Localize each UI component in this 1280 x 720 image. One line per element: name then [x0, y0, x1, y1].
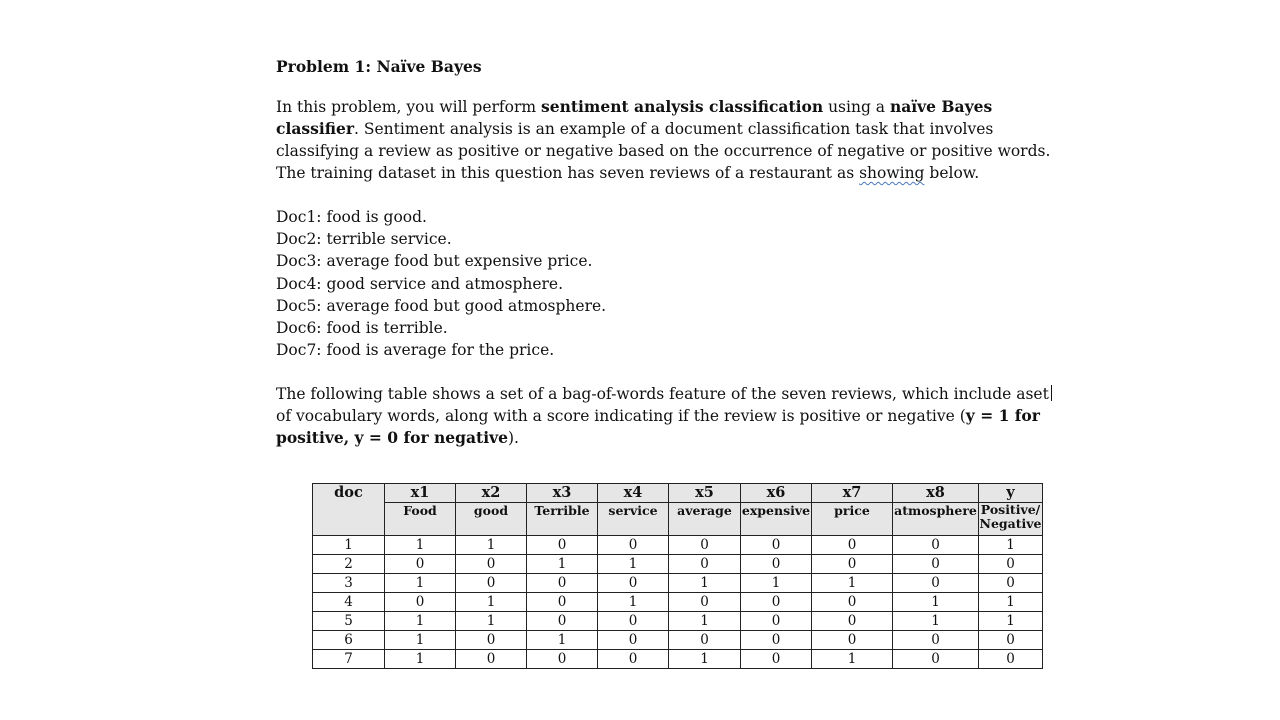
table-intro-text-2: of vocabulary words, along with a score indicating if the review is positive or negative ( — [276, 407, 966, 426]
cell-value: 1 — [385, 650, 456, 669]
cell-value: 0 — [456, 631, 527, 650]
cell-value: 1 — [385, 536, 456, 555]
intro-paragraph[interactable] — [276, 96, 1056, 184]
cell-value: 0 — [456, 555, 527, 574]
cell-doc: 5 — [313, 612, 385, 631]
doc-line: Doc7: food is average for the price. — [276, 341, 555, 360]
header-var: x3 — [527, 484, 598, 503]
cell-y: 1 — [979, 612, 1043, 631]
cell-value: 0 — [812, 631, 893, 650]
header-word: expensive — [741, 503, 812, 536]
cell-value: 0 — [456, 650, 527, 669]
header-var: x1 — [385, 484, 456, 503]
table-row — [313, 593, 1043, 612]
cell-doc: 7 — [313, 650, 385, 669]
doc-line: Doc2: terrible service. — [276, 230, 452, 249]
document-list — [276, 206, 1056, 361]
cell-value: 0 — [893, 536, 979, 555]
cell-value: 0 — [527, 574, 598, 593]
cell-doc: 4 — [313, 593, 385, 612]
cell-value: 0 — [893, 574, 979, 593]
cell-value: 0 — [527, 593, 598, 612]
cell-value: 0 — [669, 593, 741, 612]
text-cursor — [1051, 385, 1052, 401]
cell-y: 1 — [979, 536, 1043, 555]
cell-value: 0 — [669, 555, 741, 574]
y-label-line-2: Negative — [979, 516, 1042, 531]
cell-value: 1 — [598, 593, 669, 612]
cell-value: 0 — [527, 536, 598, 555]
cell-y: 0 — [979, 555, 1043, 574]
cell-value: 0 — [812, 555, 893, 574]
intro-text-1: In this problem, you will perform — [276, 98, 542, 116]
spellcheck-flagged-word[interactable]: showing — [859, 164, 925, 182]
cell-value: 1 — [669, 612, 741, 631]
header-word: Terrible — [527, 503, 598, 536]
intro-bold-2: naïve Bayes classifier — [276, 97, 993, 138]
cell-y: 0 — [979, 650, 1043, 669]
cell-value: 1 — [741, 574, 812, 593]
y-label-line-1: Positive/ — [980, 502, 1041, 517]
header-doc: doc — [313, 484, 385, 536]
cell-value: 0 — [598, 612, 669, 631]
table-header-row-vars — [313, 484, 1043, 503]
bag-of-words-table — [312, 483, 1043, 669]
doc-line: Doc3: average food but expensive price. — [276, 252, 593, 271]
cell-value: 0 — [669, 631, 741, 650]
cell-value: 1 — [669, 574, 741, 593]
cell-value: 0 — [741, 650, 812, 669]
cell-value: 0 — [893, 555, 979, 574]
doc-line: Doc6: food is terrible. — [276, 319, 448, 338]
header-y-label — [979, 503, 1043, 536]
cell-value: 0 — [812, 593, 893, 612]
cell-value: 0 — [527, 650, 598, 669]
header-var-y: y — [979, 484, 1043, 503]
cell-value: 1 — [669, 650, 741, 669]
header-word: good — [456, 503, 527, 536]
cell-value: 0 — [741, 612, 812, 631]
cell-value: 0 — [598, 536, 669, 555]
problem-title: Problem 1: Naïve Bayes — [276, 57, 482, 76]
header-var: x7 — [812, 484, 893, 503]
header-var: x5 — [669, 484, 741, 503]
header-var: x4 — [598, 484, 669, 503]
header-var: x2 — [456, 484, 527, 503]
cell-value: 1 — [385, 631, 456, 650]
table-intro-text-1: The following table shows a set of a bag-of-words feature of the seven reviews, which include aset — [276, 385, 1049, 404]
cell-value: 0 — [385, 593, 456, 612]
cell-value: 0 — [893, 650, 979, 669]
doc-line: Doc1: food is good. — [276, 208, 427, 226]
cell-doc: 6 — [313, 631, 385, 650]
cell-value: 0 — [598, 650, 669, 669]
cell-doc: 2 — [313, 555, 385, 574]
header-word: average — [669, 503, 741, 536]
cell-y: 1 — [979, 593, 1043, 612]
cell-doc: 3 — [313, 574, 385, 593]
cell-value: 1 — [527, 631, 598, 650]
cell-y: 0 — [979, 574, 1043, 593]
header-word: service — [598, 503, 669, 536]
cell-value: 1 — [456, 612, 527, 631]
cell-value: 0 — [456, 574, 527, 593]
cell-value: 0 — [741, 555, 812, 574]
cell-value: 0 — [669, 536, 741, 555]
table-row — [313, 536, 1043, 555]
table-header-row-words — [313, 503, 1043, 536]
cell-value: 0 — [812, 612, 893, 631]
cell-value: 1 — [812, 574, 893, 593]
table-row — [313, 612, 1043, 631]
table-row — [313, 650, 1043, 669]
intro-text-4: below. — [924, 164, 980, 182]
table-row — [313, 574, 1043, 593]
cell-value: 1 — [598, 555, 669, 574]
cell-value: 0 — [893, 631, 979, 650]
table-intro-text-3: ). — [507, 429, 519, 448]
cell-value: 1 — [893, 612, 979, 631]
header-word: atmosphere — [893, 503, 979, 536]
cell-value: 0 — [385, 555, 456, 574]
intro-text-3: . Sentiment analysis is an example of a document classification task that involves classifying a review as positive or negative based on the occurrence of negative or positive words. The training dataset in this question has seven reviews of a restaurant as — [276, 120, 1051, 182]
cell-value: 0 — [598, 631, 669, 650]
cell-value: 1 — [456, 593, 527, 612]
cell-value: 1 — [812, 650, 893, 669]
cell-value: 1 — [385, 574, 456, 593]
intro-text-2: using a — [823, 98, 890, 116]
intro-bold-1: sentiment analysis classification — [541, 97, 824, 116]
cell-value: 0 — [741, 593, 812, 612]
header-var: x6 — [741, 484, 812, 503]
cell-value: 0 — [741, 631, 812, 650]
table-row — [313, 555, 1043, 574]
cell-value: 0 — [812, 536, 893, 555]
doc-line: Doc5: average food but good atmosphere. — [276, 296, 607, 315]
doc-line: Doc4: good service and atmosphere. — [276, 274, 564, 293]
table-intro-paragraph[interactable] — [276, 383, 1056, 449]
table-intro-bold: y = 1 for positive, y = 0 for negative — [276, 406, 1040, 448]
cell-value: 1 — [385, 612, 456, 631]
document-page — [276, 54, 1056, 449]
cell-doc: 1 — [313, 536, 385, 555]
cell-value: 1 — [893, 593, 979, 612]
header-var: x8 — [893, 484, 979, 503]
cell-value: 1 — [527, 555, 598, 574]
cell-value: 0 — [598, 574, 669, 593]
table-row — [313, 631, 1043, 650]
cell-value: 0 — [741, 536, 812, 555]
header-word: Food — [385, 503, 456, 536]
cell-y: 0 — [979, 631, 1043, 650]
cell-value: 1 — [456, 536, 527, 555]
header-word: price — [812, 503, 893, 536]
cell-value: 0 — [527, 612, 598, 631]
